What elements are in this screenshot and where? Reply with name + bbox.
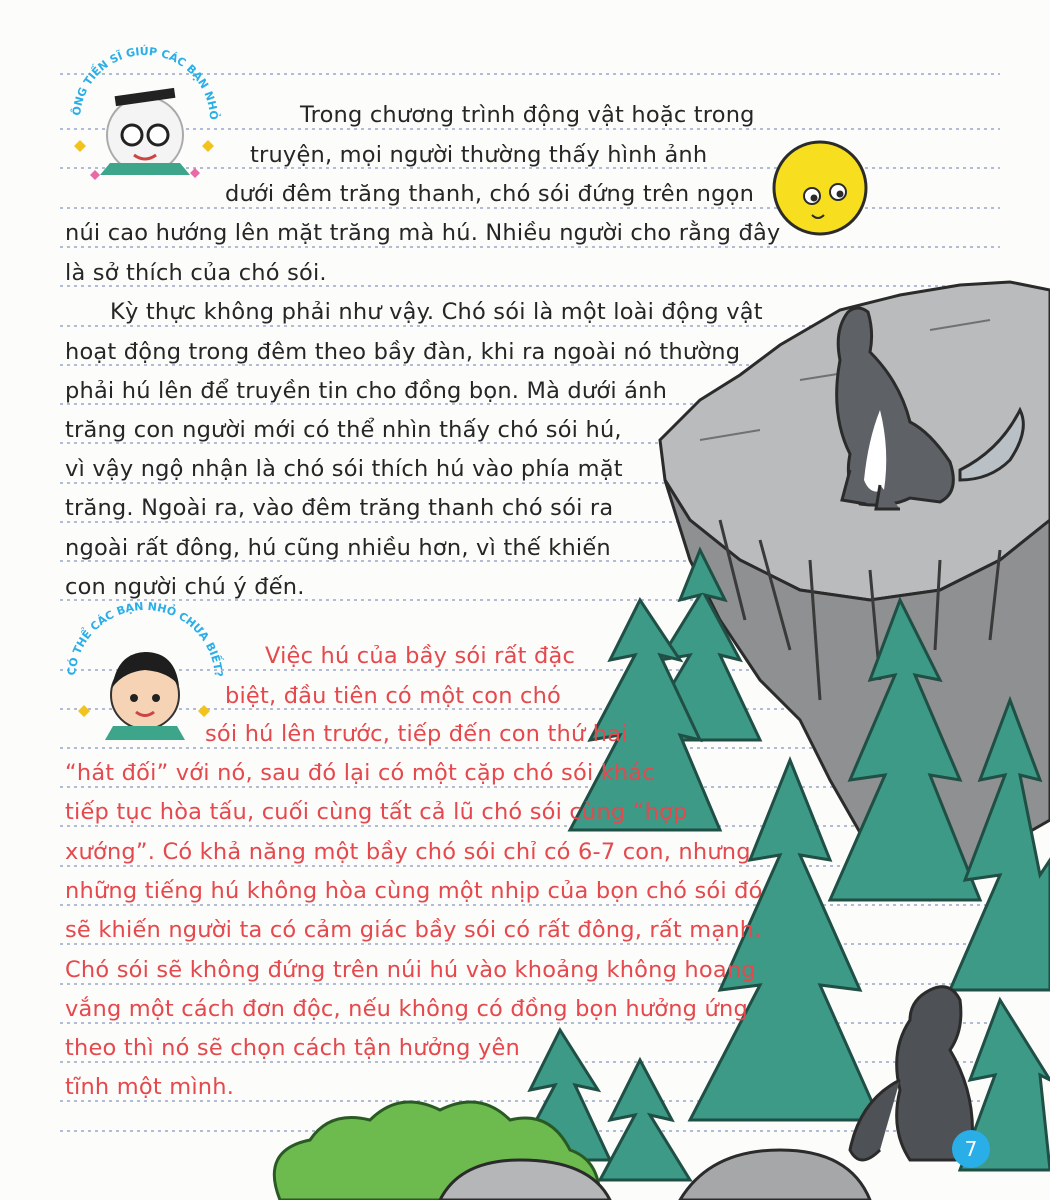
page-number: 7 [952, 1130, 990, 1168]
paragraph3-line: tĩnh một mình. [65, 1074, 235, 1100]
paragraph1-line: núi cao hướng lên mặt trăng mà hú. Nhiều người cho rằng đây [65, 220, 781, 246]
paragraph3-line: sẽ khiến người ta có cảm giác bầy sói có rất đông, rất mạnh. [65, 917, 762, 943]
paragraph2-line: trăng. Ngoài ra, vào đêm trăng thanh chó sói ra [65, 495, 614, 521]
paragraph3-line: Chó sói sẽ không đứng trên núi hú vào khoảng không hoang [65, 957, 756, 983]
paragraph2-line: trăng con người mới có thể nhìn thấy chó sói hú, [65, 417, 622, 443]
moon-face-icon [774, 142, 866, 234]
paragraph3-line: tiếp tục hòa tấu, cuối cùng tất cả lũ chó sói cùng “hợp [65, 799, 688, 825]
paragraph3-line: “hát đối” với nó, sau đó lại có một cặp chó sói khác [65, 760, 655, 786]
paragraph3-line: Việc hú của bầy sói rất đặc [265, 643, 576, 669]
paragraph1-line: dưới đêm trăng thanh, chó sói đứng trên ngọn [225, 181, 755, 207]
paragraph1-line: Trong chương trình động vật hoặc trong [300, 102, 755, 128]
paragraph2-line: hoạt động trong đêm theo bầy đàn, khi ra ngoài nó thường [65, 339, 741, 365]
paragraph1-line: truyện, mọi người thường thấy hình ảnh [250, 142, 708, 168]
paragraph3-line: biệt, đầu tiên có một con chó [225, 683, 562, 709]
wolf-illustration-bottom [850, 987, 973, 1160]
expert-badge-label: ÔNG TIẾN SĨ GIÚP CÁC BẠN NHỎ [70, 44, 221, 121]
paragraph1-line: là sở thích của chó sói. [65, 260, 327, 286]
paragraph2-line: Kỳ thực không phải như vậy. Chó sói là một loài động vật [110, 299, 763, 325]
paragraph3-line: những tiếng hú không hòa cùng một nhịp của bọn chó sói đó [65, 878, 763, 904]
paragraph2-line: phải hú lên để truyền tin cho đồng bọn. Mà dưới ánh [65, 378, 668, 404]
kid-badge-label: CÓ THỂ CÁC BẠN NHỎ CHƯA BIẾT? [65, 600, 225, 678]
paragraph2-line: vì vậy ngộ nhận là chó sói thích hú vào phía mặt [65, 456, 623, 482]
paragraph2-line: con người chú ý đến. [65, 574, 305, 600]
scholar-owl-icon [60, 40, 230, 190]
paragraph3-line: sói hú lên trước, tiếp đến con thứ hai [205, 721, 628, 747]
paragraph3-line: xướng”. Có khả năng một bầy chó sói chỉ có 6-7 con, nhưng [65, 839, 751, 865]
paragraph2-line: ngoài rất đông, hú cũng nhiều hơn, vì thế khiến [65, 535, 611, 561]
paragraph3-line: vắng một cách đơn độc, nếu không có đồng bọn hưởng ứng [65, 996, 748, 1022]
paragraph3-line: theo thì nó sẽ chọn cách tận hưởng yên [65, 1035, 520, 1061]
